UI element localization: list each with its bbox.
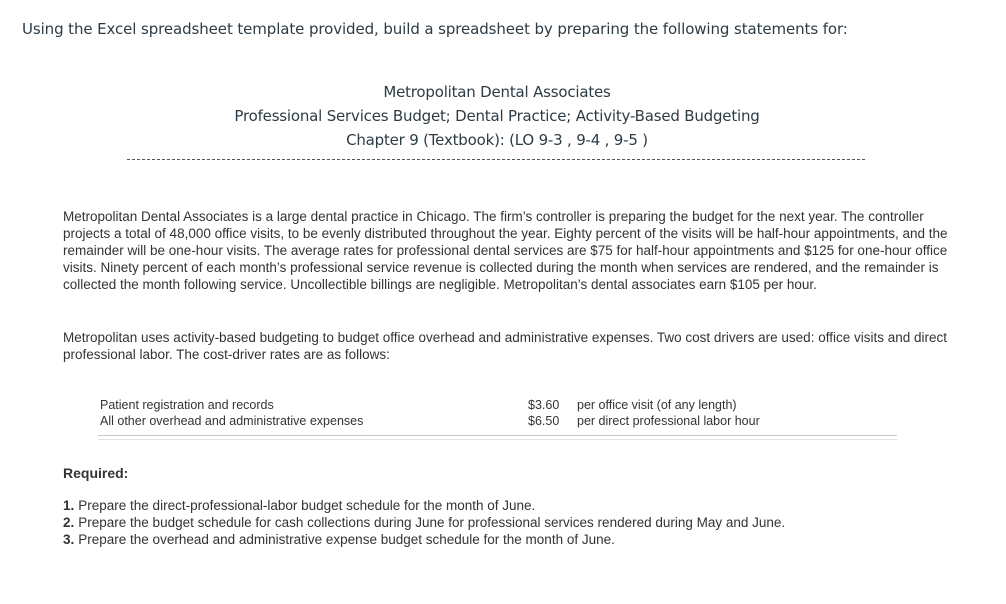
- document-header: [0, 80, 994, 152]
- item-number: 1.: [63, 498, 75, 513]
- rate-label: All other overhead and administrative expenses: [100, 414, 364, 428]
- chapter-reference: Chapter 9 (Textbook): (LO 9-3 , 9-4 , 9-5 ): [346, 131, 648, 149]
- rate-amount: $3.60: [528, 398, 560, 412]
- problem-paragraph-1: Metropolitan Dental Associates is a large dental practice in Chicago. The firm’s controller is preparing the budget for the next year. The controller projects a total of 48,000 office visits, to be evenly distributed throughout the year. Eighty percent of the visits will be half-hour appointments, and the remainder will be one-hour visits. The average rates for professional dental services are $75 for half-hour appointments and $125 for one-hour office visits. Ninety percent of each month’s professional service revenue is collected during the month when services are rendered, and the remainder is collected the month following service. Uncollectible billings are negligible. Metropolitan’s dental associates earn $105 per hour.: [63, 209, 948, 292]
- rate-description: per direct professional labor hour: [577, 414, 760, 428]
- rate-row: [100, 413, 897, 429]
- item-number: 2.: [63, 515, 75, 530]
- list-item: [63, 531, 785, 548]
- document-subtitle: Professional Services Budget; Dental Practice; Activity-Based Budgeting: [234, 107, 760, 125]
- company-name: Metropolitan Dental Associates: [383, 83, 611, 101]
- item-text: Prepare the budget schedule for cash collections during June for professional services rendered during May and June.: [78, 515, 786, 530]
- rate-row: [100, 397, 897, 413]
- dashed-divider: [127, 153, 865, 160]
- instructions-text: Using the Excel spreadsheet template provided, build a spreadsheet by preparing the following statements for:: [22, 20, 848, 38]
- problem-paragraph-2: Metropolitan uses activity-based budgeting to budget office overhead and administrative expenses. Two cost drivers are used: office visits and direct professional labor. The cost-driver rates are as follows:: [63, 330, 947, 362]
- cost-driver-rates-table: [100, 397, 897, 429]
- table-bottom-rule: [98, 435, 897, 440]
- rate-label: Patient registration and records: [100, 398, 274, 412]
- item-text: Prepare the overhead and administrative expense budget schedule for the month of June.: [78, 532, 615, 547]
- item-text: Prepare the direct-professional-labor budget schedule for the month of June.: [78, 498, 536, 513]
- list-item: [63, 514, 785, 531]
- required-list: [63, 497, 785, 548]
- list-item: [63, 497, 785, 514]
- rate-amount: $6.50: [528, 414, 560, 428]
- item-number: 3.: [63, 532, 75, 547]
- rate-description: per office visit (of any length): [577, 398, 737, 412]
- required-heading: Required:: [63, 465, 129, 481]
